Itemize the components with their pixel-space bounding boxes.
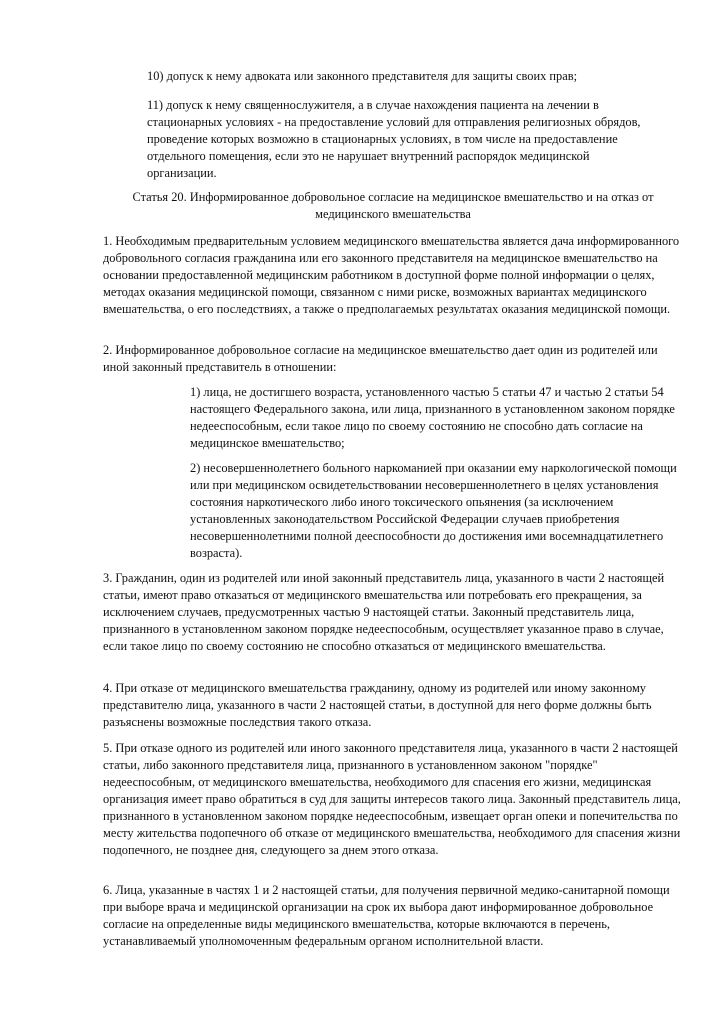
list-item-11: 11) допуск к нему священнослужителя, а в случае нахождения пациента на лечении в стационарных условиях - на предоставление условий для отправления религиозных обрядов, проведение которых возможно в стационарных условиях, в том числе на предоставление отдельного помещения, если это не нарушает внутренний распорядок медицинской организации. (147, 98, 641, 180)
paragraph-6: 6. Лица, указанные в частях 1 и 2 настоящей статьи, для получения первичной медико-санитарной помощи при выборе врача и медицинской организации на срок их выбора дают информированное добровольное согласие на определенные виды медицинского вмешательства, которые включаются в перечень, устанавливаемый уполномоченным федеральным органом исполнительной власти. (103, 883, 670, 948)
paragraph-1: 1. Необходимым предварительным условием медицинского вмешательства является дача информированного добровольного согласия гражданина или его законного представителя на медицинское вмешательство на основании предоставленной медицинским работником в доступной форме полной информации о целях, методах оказания медицинской помощи, связанном с ними риске, возможных вариантах медицинского вмешательства, о его последствиях, а также о предполагаемых результатах оказания медицинской помощи. (103, 234, 680, 316)
paragraph-2: 2. Информированное добровольное согласие на медицинское вмешательство дает один из родителей или иной законный представитель в отношении: (103, 343, 658, 374)
paragraph-5: 5. При отказе одного из родителей или иного законного представителя лица, указанного в части 2 настоящей статьи, либо законного представителя лица, признанного в установленном законом "порядке" недееспособным, от медицинского вмешательства, необходимого для спасения его жизни, медицинская организация имеет право обратиться в суд для защиты интересов такого лица. Законный представитель лица, признанного в установленном законом порядке недееспособным, извещает орган опеки и попечительства по месту жительства подопечного об отказе от медицинского вмешательства, необходимого для спасения жизни подопечного, не позднее дня, следующего за днем этого отказа. (103, 741, 681, 857)
paragraph-4: 4. При отказе от медицинского вмешательства гражданину, одному из родителей или иному законному представителю лица, указанного в части 2 настоящей статьи, в доступной для него форме должны быть разъяснены возможные последствия такого отказа. (103, 681, 652, 729)
paragraph-2-item-2: 2) несовершеннолетнего больного наркоманией при оказании ему наркологической помощи или при медицинском освидетельствовании несовершеннолетнего в целях установления состояния наркотического либо иного токсического опьянения (за исключением установленных законодательством Российской Федерации случаев приобретения несовершеннолетними полной дееспособности до достижения ими восемнадцатилетнего возраста). (190, 461, 677, 560)
article-title: Статья 20. Информированное добровольное согласие на медицинское вмешательство и на отказ от медицинского вмешательства (132, 190, 654, 221)
paragraph-3: 3. Гражданин, один из родителей или иной законный представитель лица, указанного в части 2 настоящей статьи, имеют право отказаться от медицинского вмешательства или потребовать его прекращения, за исключением случаев, предусмотренных частью 9 настоящей статьи. Законный представитель лица, признанного в установленном законом порядке недееспособным, осуществляет указанное право в случае, если такое лицо по своему состоянию не способно отказаться от медицинского вмешательства. (103, 571, 665, 653)
list-item-10: 10) допуск к нему адвоката или законного представителя для защиты своих прав; (147, 69, 578, 83)
paragraph-2-item-1: 1) лица, не достигшего возраста, установленного частью 5 статьи 47 и частью 2 статьи 54 настоящего Федерального закона, или лица, признанного в установленном законом порядке недееспособным, если такое лицо по своему состоянию не способно дать согласие на медицинское вмешательство; (190, 385, 675, 450)
